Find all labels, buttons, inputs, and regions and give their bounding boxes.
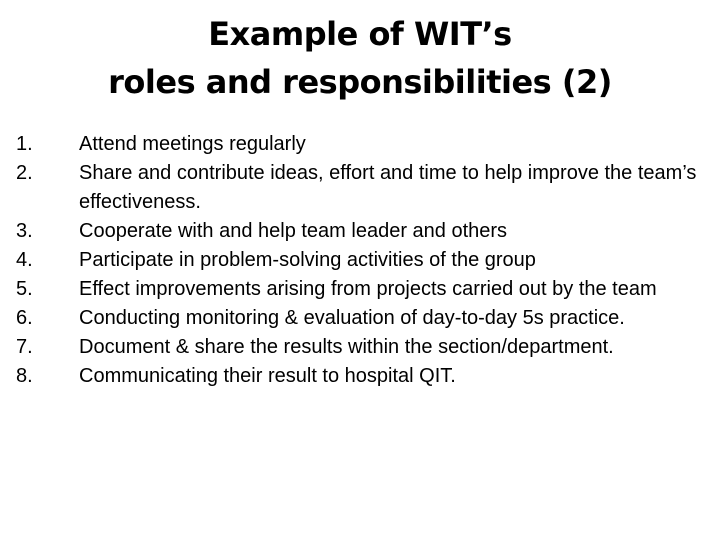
- list-item-text: Attend meetings regularly: [79, 133, 306, 155]
- list-item: [8, 130, 698, 159]
- slide-title: [40, 10, 680, 106]
- list-item-text: Communicating their result to hospital QIT.: [79, 365, 456, 387]
- list-item-number: 2.: [16, 162, 33, 184]
- responsibilities-list: [8, 130, 698, 391]
- slide-title-line-2: roles and responsibilities (2): [108, 63, 612, 101]
- list-item-number: 1.: [16, 133, 33, 155]
- list-item-number: 8.: [16, 365, 33, 387]
- list-item-text: Document & share the results within the section/department.: [79, 336, 614, 358]
- list-item-text: Cooperate with and help team leader and others: [79, 220, 508, 242]
- list-item: [8, 275, 698, 304]
- list-item-number: 5.: [16, 278, 33, 300]
- list-item: [8, 362, 698, 391]
- list-item-text: Effect improvements arising from projects carried out by the team: [79, 278, 657, 300]
- list-item-number: 7.: [16, 336, 33, 358]
- list-item-text: Share and contribute ideas, effort and time to help improve the team’s effectiveness.: [79, 162, 697, 213]
- list-item-number: 6.: [16, 307, 33, 329]
- list-item: [8, 304, 698, 333]
- list-item-number: 3.: [16, 220, 33, 242]
- list-item-text: Conducting monitoring & evaluation of day-to-day 5s practice.: [79, 307, 625, 329]
- list-item: [8, 333, 698, 362]
- list-item-text: Participate in problem-solving activities of the group: [79, 249, 536, 271]
- list-item-number: 4.: [16, 249, 33, 271]
- list-item: [8, 217, 698, 246]
- list-item: [8, 246, 698, 275]
- slide-title-line-1: Example of WIT’s: [208, 15, 512, 53]
- list-item: [8, 159, 698, 217]
